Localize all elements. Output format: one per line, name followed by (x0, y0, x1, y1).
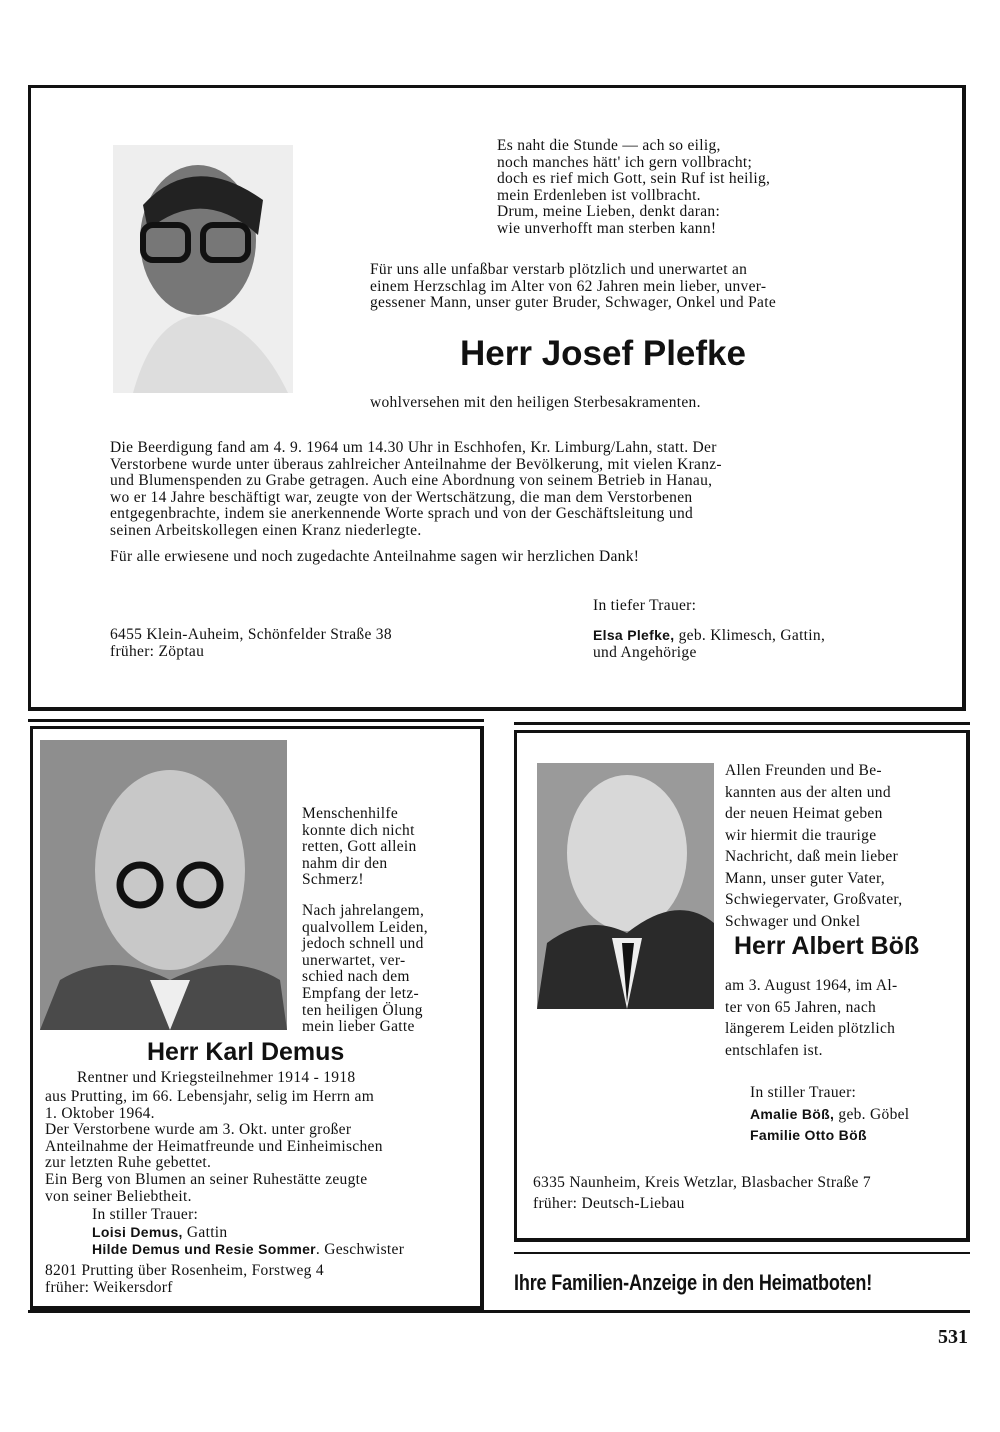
divider (28, 1310, 970, 1313)
poem: Es naht die Stunde — ach so eilig, noch manches hätt' ich gern vollbracht; doch es rief mich Gott, sein Ruf ist heilig, mein Erdenleben ist vollbracht. Drum, meine Lieben, denkt daran: wie unverhofft man sterben kann! (497, 137, 771, 237)
body-text: am 3. August 1964, im Al- ter von 65 Jahren, nach längerem Leiden plötzlich entschlafen ist. (725, 977, 898, 1059)
address: 6335 Naunheim, Kreis Wetzlar, Blasbacher Straße 7 früher: Deutsch-Liebau (533, 1174, 871, 1212)
divider (514, 722, 970, 725)
mourner-relation: geb. Klimesch, Gattin, (674, 627, 826, 644)
mourner-name: Elsa Plefke, (593, 627, 675, 643)
bald-man-with-glasses-icon (40, 740, 287, 1030)
advertisement-banner: Ihre Familien-Anzeige in den Heimatboten! (514, 1270, 873, 1295)
portrait-photo (537, 763, 714, 1009)
deceased-name: Herr Albert Böß (734, 932, 920, 960)
verse-death: Nach jahrelangem, qualvollem Leiden, jedoch schnell und unerwartet, ver- schied nach dem Empfang der letz- ten heiligen Ölung mein lieber Gatte (302, 902, 428, 1036)
mourner-relation: geb. Göbel (834, 1105, 910, 1123)
mourner-name: Amalie Böß, (750, 1105, 835, 1122)
deceased-name: Herr Karl Demus (147, 1038, 345, 1066)
mourners (92, 1207, 404, 1259)
mourning-label: In stiller Trauer: (92, 1206, 199, 1223)
intro-text: Allen Freunden und Be- kannten aus der alten und der neuen Heimat geben wir hiermit die traurige Nachricht, daß mein lieber Mann, unser guter Vater, Schwiegervater, Großvater, Schwager und Onkel (725, 762, 903, 930)
mourners (750, 1082, 909, 1147)
body-text: aus Prutting, im 66. Lebensjahr, selig im Herrn am 1. Oktober 1964. Der Verstorbene wurde am 3. Okt. unter großer Anteilnahme der Heimatfreunde und Einheimischen zur letzten Ruhe gebettet. Ein Berg von Blumen an seiner Ruhestätte zeugte von seiner Beliebtheit. (45, 1088, 383, 1205)
portrait-photo (40, 740, 287, 1030)
mourner-name: Familie Otto Böß (750, 1127, 867, 1143)
deceased-name: Herr Josef Plefke (460, 334, 746, 373)
sacraments-text: wohlversehen mit den heiligen Sterbesakramenten. (370, 394, 701, 411)
portrait-photo (113, 145, 293, 393)
verse: Menschenhilfe konnte dich nicht retten, Gott allein nahm dir den Schmerz! (302, 805, 417, 889)
mourners (593, 627, 825, 661)
page-number: 531 (938, 1326, 968, 1348)
mourner-others: und Angehörige (593, 643, 697, 661)
divider (514, 1252, 970, 1254)
mourner-relation: . Geschwister (315, 1241, 405, 1259)
address: 6455 Klein-Auheim, Schönfelder Straße 38 früher: Zöptau (110, 626, 392, 660)
address: 8201 Prutting über Rosenheim, Forstweg 4 früher: Weikersdorf (45, 1262, 324, 1296)
thanks-text: Für alle erwiesene und noch zugedachte Anteilnahme sagen wir herzlichen Dank! (110, 548, 640, 565)
intro-text: Für uns alle unfaßbar verstarb plötzlich und unerwartet an einem Herzschlag im Alter von 62 Jahren mein lieber, unver- gessener Mann, unser guter Bruder, Schwager, Onkel und Pate (370, 261, 777, 312)
mourner-name: Loisi Demus, (92, 1223, 183, 1240)
mourning-label: In stiller Trauer: (750, 1084, 857, 1101)
divider (28, 719, 484, 722)
mourner-name: Hilde Demus und Resie Sommer (92, 1241, 316, 1258)
man-in-suit-icon (537, 763, 714, 1009)
funeral-text: Die Beerdigung fand am 4. 9. 1964 um 14.30 Uhr in Eschhofen, Kr. Limburg/Lahn, statt. Der Verstorbene wurde unter überaus zahlreicher Anteilnahme der Bevölkerung, mit vielen Kranz- und Blumenspenden zu Grabe getragen. Auch eine Abordnung von seinem Betrieb in Hanau, wo er 14 Jahre beschäftigt war, zeugte von der Wertschätzung, die man dem Verstorbenen entgegenbrachte, indem sie anerkennende Worte sprach und von der Geschäftsleitung und seinen Arbeitskollegen einen Kranz niederlegte. (110, 439, 722, 539)
subtitle: Rentner und Kriegsteilnehmer 1914 - 1918 (77, 1069, 356, 1086)
man-with-glasses-icon (113, 145, 293, 393)
mourner-relation: Gattin (182, 1223, 228, 1241)
mourning-label: In tiefer Trauer: (593, 597, 697, 614)
